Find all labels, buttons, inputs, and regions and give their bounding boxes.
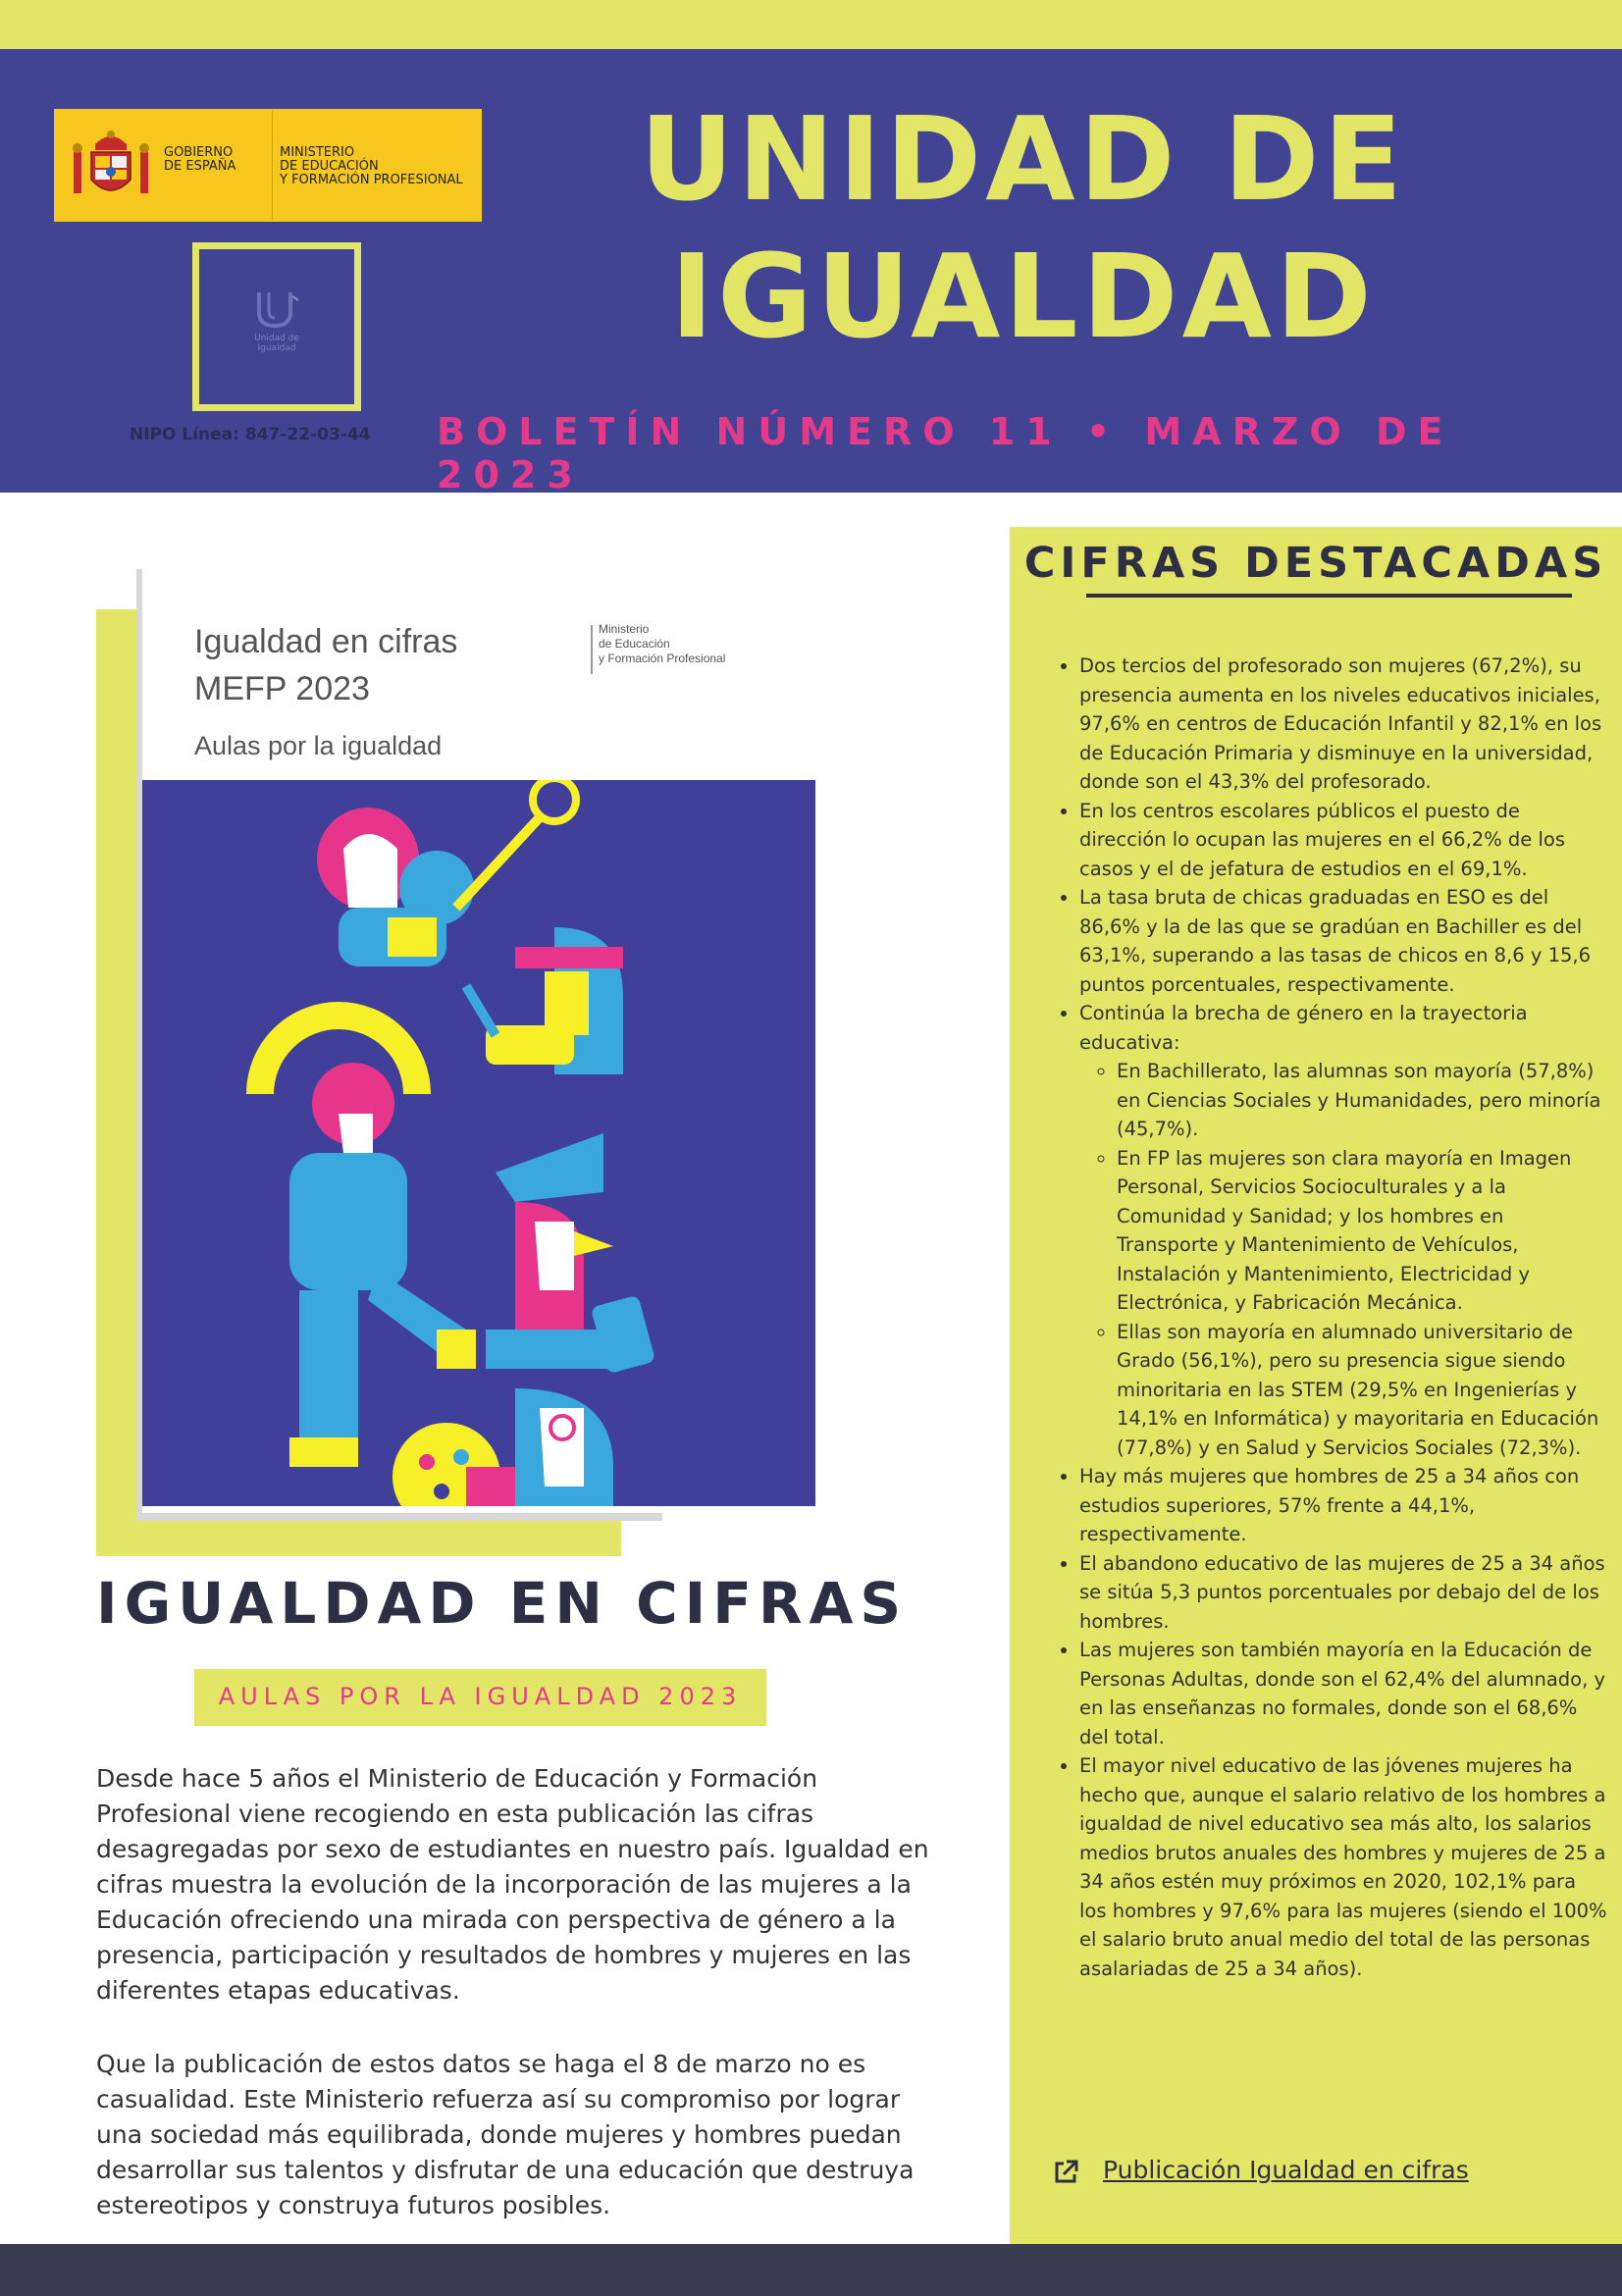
- coat-of-arms-icon: [68, 123, 154, 209]
- unidad-u-icon: [253, 290, 302, 330]
- ministry-label: [280, 146, 476, 187]
- cover-ministry-line: Ministerio: [599, 622, 650, 636]
- section-title: IGUALDAD EN CIFRAS: [96, 1570, 909, 1637]
- unidad-logo-line: Igualdad: [257, 343, 296, 353]
- cover-illustration: [142, 780, 815, 1506]
- ministry-line: DE EDUCACIÓN: [280, 159, 379, 174]
- section-tag-text: AULAS POR LA IGUALDAD 2023: [218, 1683, 743, 1710]
- sub-list-item: ◦ En FP las mujeres son clara mayoría en Imagen Personal, Servicios Socioculturales y a la Comunidad y Sanidad; y los hombres en Transporte y Mantenimiento de Vehículos, Instalación y Mantenimiento, Electricidad y Electrónica, y Fabricación Mecánica.: [1117, 1144, 1608, 1318]
- government-label: [164, 146, 252, 174]
- title-line: UNIDAD DE: [639, 91, 1407, 227]
- commitment-paragraph: Que la publicación de estos datos se haga el 8 de marzo no es casualidad. Este Ministerio refuerza así su compromiso por lograr una sociedad más equilibrada, donde mujeres y hombres puedan desarrollar sus talentos y disfrutar de una educación que destruya estereotipos y construya futuros posibles.: [96, 2050, 915, 2219]
- list-item: • En los centros escolares públicos el puesto de dirección lo ocupan las mujeres en el 66,2% de los casos y el de jefatura de estudios en el 69,1%.: [1079, 797, 1608, 884]
- government-logo: [54, 109, 482, 222]
- illustration-figures-icon: [142, 780, 815, 1506]
- ministry-line: MINISTERIO: [280, 145, 355, 160]
- list-item: • El abandono educativo de las mujeres de 25 a 34 años se sitúa 5,3 puntos porcentuales por debajo del de los hombres.: [1079, 1549, 1608, 1637]
- cover-ministry: [599, 622, 775, 666]
- ministry-line: Y FORMACIÓN PROFESIONAL: [280, 173, 463, 187]
- sub-list-item: ◦ En Bachillerato, las alumnas son mayoría (57,8%) en Ciencias Sociales y Humanidades, pero minoría (45,7%).: [1117, 1057, 1608, 1144]
- external-link-icon[interactable]: [1051, 2158, 1080, 2187]
- cover-ministry-line: de Educación: [599, 637, 670, 651]
- gov-line: GOBIERNO: [164, 145, 234, 160]
- cover-title-line: Igualdad en cifras: [194, 623, 458, 660]
- list-item: • Las mujeres son también mayoría en la Educación de Personas Adultas, donde son el 62,4% del alumnado, y en las enseñanzas no formales, donde son el 68,6% del total.: [1079, 1636, 1608, 1751]
- highlights-sidebar: [1010, 527, 1622, 2244]
- gov-line: DE ESPAÑA: [164, 159, 236, 174]
- list-item: [1079, 999, 1608, 1462]
- unidad-logo-line: Unidad de: [254, 334, 299, 343]
- list-item: • El mayor nivel educativo de las jóvenes mujeres ha hecho que, aunque el salario relativo de los hombres a igualdad de nivel educativo sea más alto, los salarios medios brutos anuales des hombres y mujeres de 25 a 34 años estén muy próximos en 2020, 102,1% para los hombres y 97,6% para las mujeres (siendo el 100% el salario bruto anual medio del total de las personas asalariadas de 25 a 34 años).: [1079, 1751, 1608, 1983]
- list-item: • Hay más mujeres que hombres de 25 a 34 años con estudios superiores, 57% frente a 44,1%, respectivamente.: [1079, 1462, 1608, 1549]
- top-strip: [0, 0, 1622, 49]
- sidebar-title-underline: [1086, 594, 1572, 598]
- logo-divider: [272, 111, 273, 220]
- cover-title: [194, 618, 457, 712]
- intro-paragraph: Desde hace 5 años el Ministerio de Educación y Formación Profesional viene recogiendo en esta publicación las cifras desagregadas por sexo de estudiantes en nuestro país. Igualdad en cifras muestra la evolución de la incorporación de las mujeres a la Educación ofreciendo una mirada con perspectiva de género a la presencia, participación y resultados de hombres y mujeres en las diferentes etapas educativas.: [96, 1764, 929, 2005]
- list-item: • Dos tercios del profesorado son mujeres (67,2%), su presencia aumenta en los niveles educativos iniciales, 97,6% en centros de Educación Infantil y 82,1% en los de Educación Primaria y disminuye en la universidad, donde son el 43,3% del profesorado.: [1079, 652, 1608, 797]
- unidad-igualdad-logo: [192, 242, 361, 411]
- publication-link[interactable]: Publicación Igualdad en cifras: [1103, 2156, 1469, 2184]
- unidad-logo-text: [199, 334, 354, 353]
- cover-ministry-bar: [591, 625, 593, 674]
- cover-title-line: MEFP 2023: [194, 670, 370, 707]
- footer-bar: [0, 2244, 1622, 2296]
- title-line: IGUALDAD: [670, 229, 1376, 364]
- list-item-text: Continúa la brecha de género en la trayectoria educativa:: [1079, 1002, 1528, 1054]
- publication-cover[interactable]: [142, 566, 726, 1513]
- highlights-list: [1044, 652, 1608, 1983]
- bulletin-number: BOLETÍN NÚMERO 11 • MARZO DE 2023: [437, 410, 1454, 496]
- sub-list-item: ◦ Ellas son mayoría en alumnado universitario de Grado (56,1%), pero su presencia sigue siendo minoritaria en las STEM (29,5% en Ingenierías y 14,1% en Informática) y mayoritaria en Educación (77,8%) y en Salud y Servicios Sociales (72,3%).: [1117, 1318, 1608, 1463]
- section-tag: [194, 1669, 766, 1726]
- page-title: [599, 90, 1447, 365]
- nipo-code: NIPO Línea: 847-22-03-44: [130, 425, 371, 444]
- list-item: • La tasa bruta de chicas graduadas en ESO es del 86,6% y la de las que se gradúan en Bachiller es del 63,1%, superando a las tasas de chicos en 8,6 y 15,6 puntos porcentuales, respectivamente.: [1079, 883, 1608, 999]
- cover-ministry-line: y Formación Profesional: [599, 652, 726, 665]
- cover-subtitle: Aulas por la igualdad: [194, 731, 443, 760]
- sidebar-title: CIFRAS DESTACADAS: [1023, 539, 1608, 588]
